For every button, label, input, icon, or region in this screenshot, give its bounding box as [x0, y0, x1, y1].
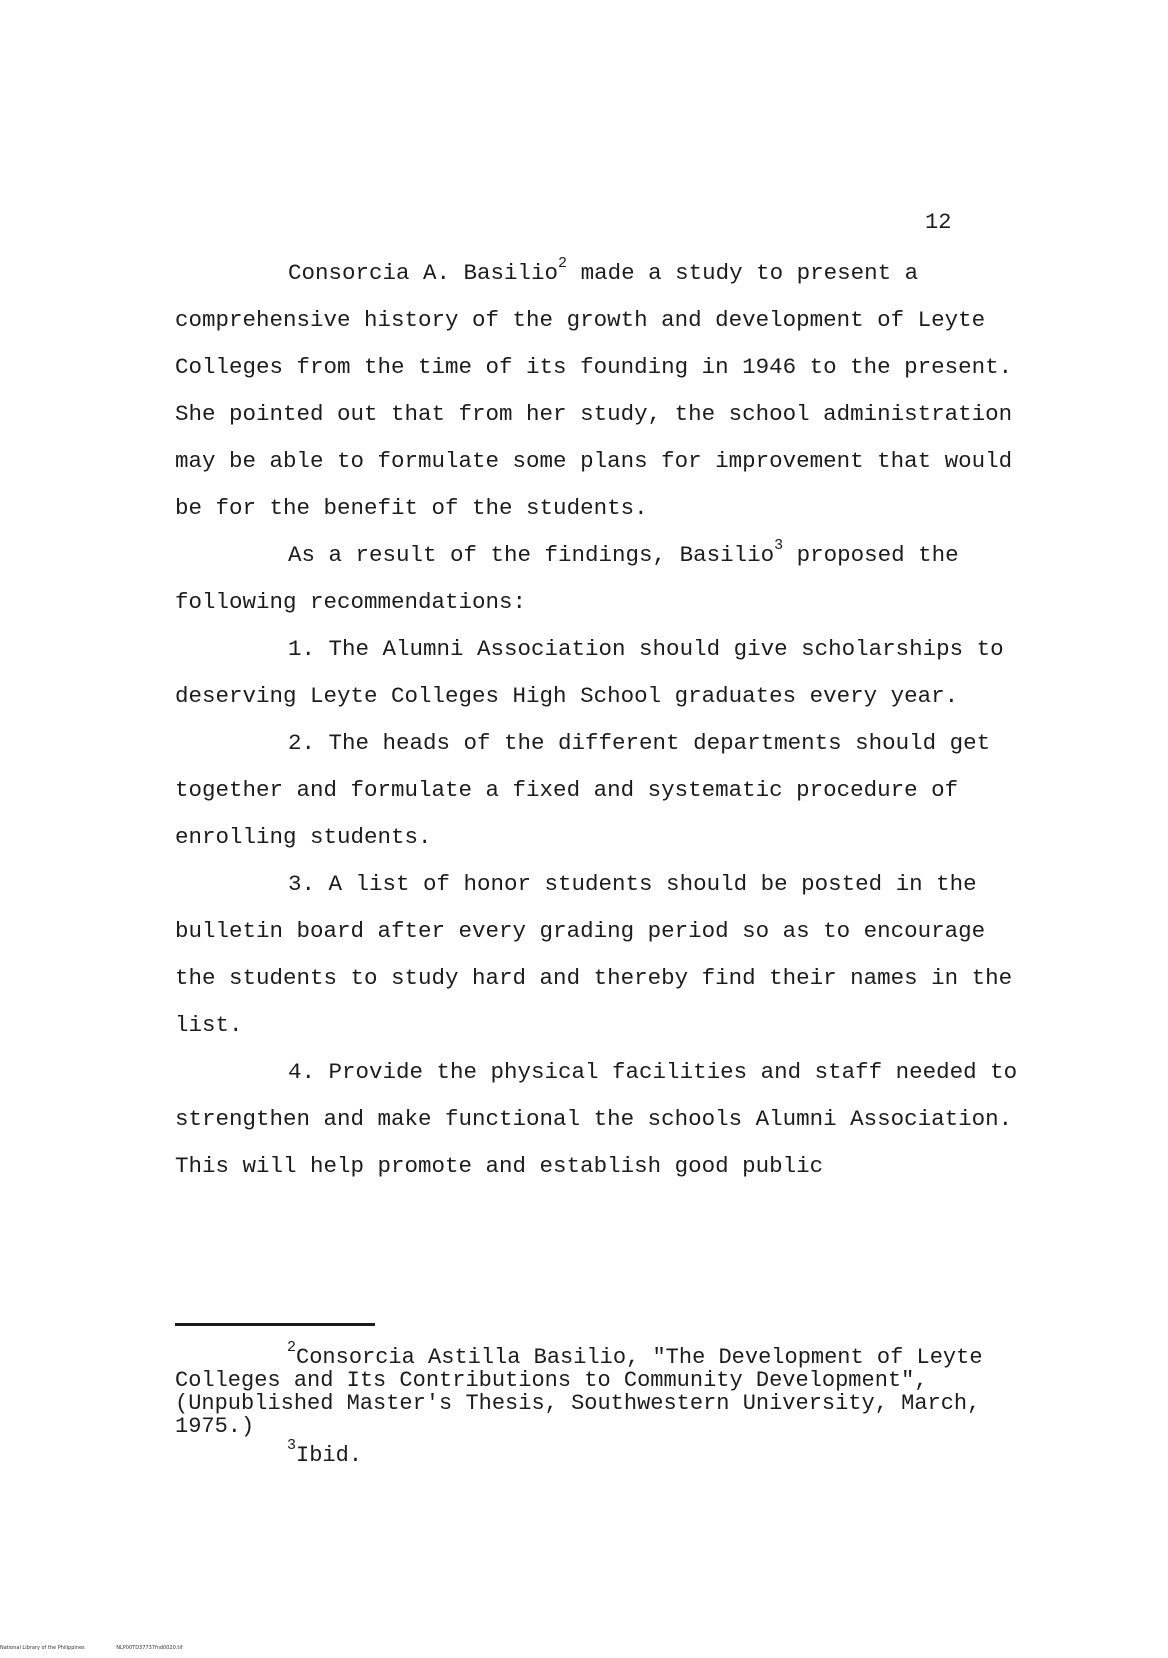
footnote-mark: 2	[287, 1338, 297, 1356]
recommendation-item: 1. The Alumni Association should give scholarships to deserving Leyte Colleges High School graduates every year.	[175, 636, 1004, 709]
footnote-ref: 2	[558, 254, 568, 272]
file-caption: NLP00TD37737fnd0020.tif	[116, 1645, 183, 1651]
footnote-text: Consorcia Astilla Basilio, "The Development of Leyte Colleges and Its Contributions to Community Development", (Unpublished Master's Thesis, Southwestern University, March, 1975.)	[175, 1345, 983, 1439]
library-caption: National Library of the Philippines	[0, 1645, 85, 1651]
recommendation-item: 2. The heads of the different departments should get together and formulate a fixed and systematic procedure of enrolling students.	[175, 730, 991, 850]
footnote-3	[175, 1436, 1035, 1468]
paragraph-text: proposed the following recommendations:	[175, 542, 959, 615]
footnote-text: Ibid.	[296, 1443, 363, 1468]
paragraph-text: Consorcia A. Basilio	[288, 260, 559, 286]
footnote-mark: 3	[287, 1436, 297, 1454]
footnotes	[175, 1338, 1035, 1468]
body-text	[175, 250, 1035, 1190]
paragraph-text: As a result of the findings, Basilio	[288, 542, 775, 568]
paragraph-text: made a study to present a comprehensive history of the growth and development of Leyte Colleges from the time of its founding in 1946 to the present. She pointed out that from her study, the school administration may be able to formulate some plans for improvement that would be for the benefit of the students.	[175, 260, 1013, 521]
footnote-ref: 3	[774, 536, 784, 554]
scan-caption	[0, 1645, 300, 1651]
recommendation-item: 3. A list of honor students should be posted in the bulletin board after every grading period so as to encourage the students to study hard and thereby find their names in the list.	[175, 871, 1013, 1038]
footnote-divider	[175, 1323, 375, 1326]
recommendation-item: 4. Provide the physical facilities and staff needed to strengthen and make functional the schools Alumni Association. This will help promote and establish good public	[175, 1059, 1018, 1179]
paragraph-basilio-study	[175, 250, 1035, 532]
paragraph-recommendations-intro	[175, 532, 1035, 626]
footnote-2	[175, 1338, 1035, 1439]
page-number: 12	[925, 210, 952, 235]
